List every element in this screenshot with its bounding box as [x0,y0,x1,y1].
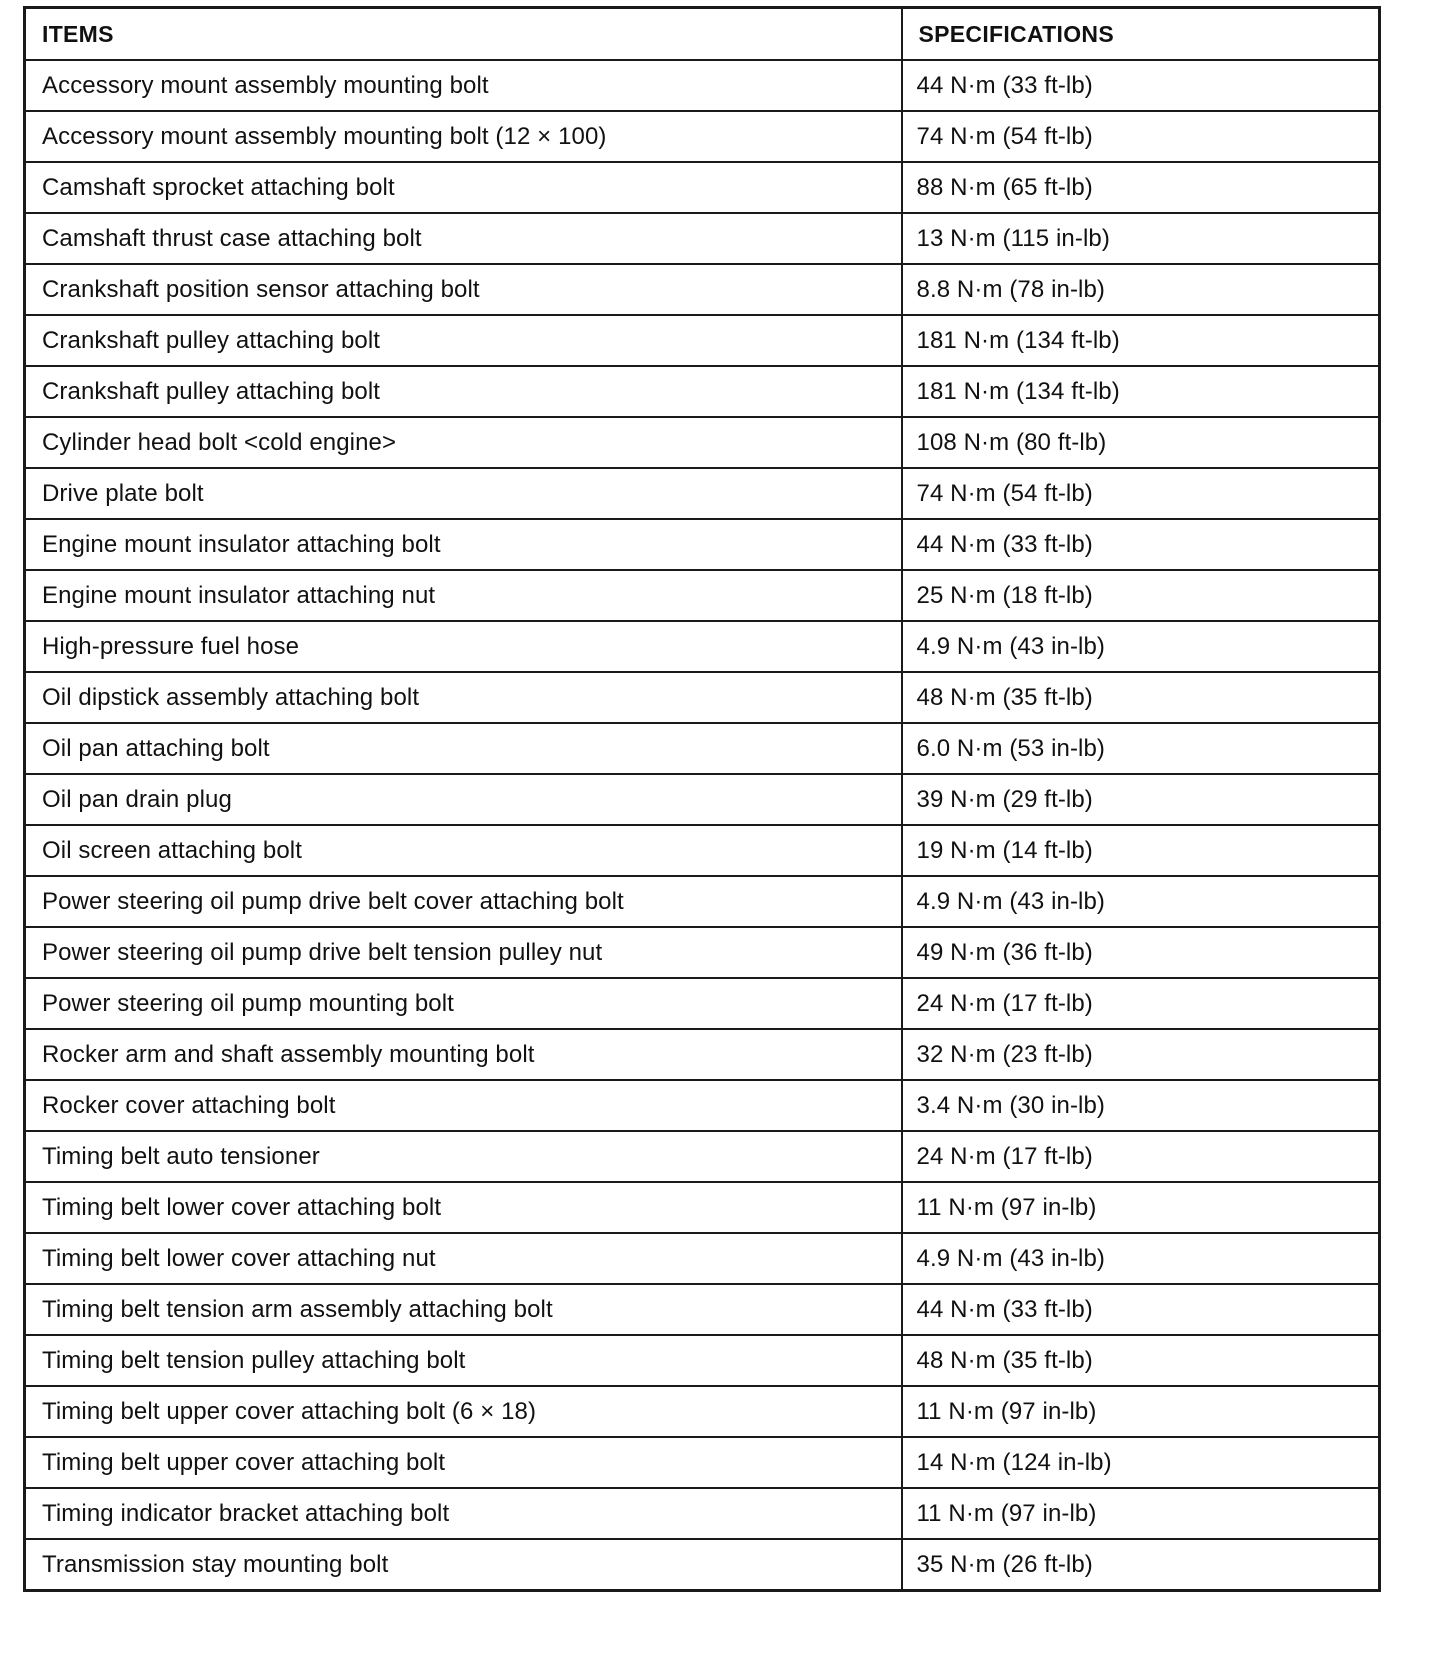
item-cell: Timing belt lower cover attaching bolt [25,1182,902,1233]
table-row [25,1539,1380,1591]
item-cell: Accessory mount assembly mounting bolt (12 × 100) [25,111,902,162]
spec-cell: 19 N·m (14 ft-lb) [902,825,1380,876]
table-row [25,417,1380,468]
table-row [25,1182,1380,1233]
table-row [25,1131,1380,1182]
item-cell: Crankshaft position sensor attaching bolt [25,264,902,315]
table-row [25,774,1380,825]
spec-cell: 48 N·m (35 ft-lb) [902,672,1380,723]
table-row [25,1233,1380,1284]
items-column-header: ITEMS [25,8,902,61]
table-row [25,1335,1380,1386]
item-cell: Oil pan drain plug [25,774,902,825]
table-row [25,264,1380,315]
spec-cell: 11 N·m (97 in-lb) [902,1386,1380,1437]
item-cell: Rocker arm and shaft assembly mounting bolt [25,1029,902,1080]
spec-cell: 4.9 N·m (43 in-lb) [902,1233,1380,1284]
spec-cell: 108 N·m (80 ft-lb) [902,417,1380,468]
item-cell: High-pressure fuel hose [25,621,902,672]
spec-cell: 6.0 N·m (53 in-lb) [902,723,1380,774]
item-cell: Transmission stay mounting bolt [25,1539,902,1591]
spec-cell: 4.9 N·m (43 in-lb) [902,621,1380,672]
table-row [25,672,1380,723]
item-cell: Power steering oil pump drive belt cover attaching bolt [25,876,902,927]
table-row [25,1029,1380,1080]
spec-cell: 74 N·m (54 ft-lb) [902,111,1380,162]
item-cell: Camshaft thrust case attaching bolt [25,213,902,264]
table-row [25,519,1380,570]
spec-cell: 11 N·m (97 in-lb) [902,1488,1380,1539]
item-cell: Timing belt tension pulley attaching bolt [25,1335,902,1386]
spec-cell: 4.9 N·m (43 in-lb) [902,876,1380,927]
table-row [25,1080,1380,1131]
spec-cell: 8.8 N·m (78 in-lb) [902,264,1380,315]
table-row [25,723,1380,774]
spec-cell: 35 N·m (26 ft-lb) [902,1539,1380,1591]
table-row [25,1437,1380,1488]
torque-spec-table [23,6,1381,1592]
item-cell: Power steering oil pump mounting bolt [25,978,902,1029]
table-row [25,162,1380,213]
spec-cell: 3.4 N·m (30 in-lb) [902,1080,1380,1131]
spec-cell: 74 N·m (54 ft-lb) [902,468,1380,519]
item-cell: Timing indicator bracket attaching bolt [25,1488,902,1539]
spec-cell: 32 N·m (23 ft-lb) [902,1029,1380,1080]
table-row [25,213,1380,264]
spec-cell: 181 N·m (134 ft-lb) [902,366,1380,417]
spec-cell: 181 N·m (134 ft-lb) [902,315,1380,366]
spec-cell: 88 N·m (65 ft-lb) [902,162,1380,213]
spec-cell: 48 N·m (35 ft-lb) [902,1335,1380,1386]
spec-cell: 39 N·m (29 ft-lb) [902,774,1380,825]
table-row [25,621,1380,672]
table-row [25,111,1380,162]
table-body [25,60,1380,1591]
item-cell: Cylinder head bolt <cold engine> [25,417,902,468]
item-cell: Power steering oil pump drive belt tension pulley nut [25,927,902,978]
item-cell: Oil screen attaching bolt [25,825,902,876]
table-row [25,927,1380,978]
table-row [25,60,1380,111]
spec-cell: 49 N·m (36 ft-lb) [902,927,1380,978]
header-row [25,8,1380,61]
spec-cell: 24 N·m (17 ft-lb) [902,978,1380,1029]
item-cell: Timing belt upper cover attaching bolt [25,1437,902,1488]
item-cell: Crankshaft pulley attaching bolt [25,366,902,417]
item-cell: Engine mount insulator attaching bolt [25,519,902,570]
spec-cell: 13 N·m (115 in-lb) [902,213,1380,264]
item-cell: Accessory mount assembly mounting bolt [25,60,902,111]
item-cell: Timing belt auto tensioner [25,1131,902,1182]
table-header [25,8,1380,61]
table-row [25,978,1380,1029]
item-cell: Oil dipstick assembly attaching bolt [25,672,902,723]
table-row [25,876,1380,927]
spec-cell: 24 N·m (17 ft-lb) [902,1131,1380,1182]
spec-cell: 14 N·m (124 in-lb) [902,1437,1380,1488]
table-row [25,1488,1380,1539]
table-row [25,315,1380,366]
item-cell: Drive plate bolt [25,468,902,519]
item-cell: Timing belt lower cover attaching nut [25,1233,902,1284]
spec-cell: 44 N·m (33 ft-lb) [902,519,1380,570]
item-cell: Crankshaft pulley attaching bolt [25,315,902,366]
table-row [25,366,1380,417]
spec-cell: 25 N·m (18 ft-lb) [902,570,1380,621]
table-row [25,1386,1380,1437]
item-cell: Engine mount insulator attaching nut [25,570,902,621]
table-row [25,570,1380,621]
specifications-column-header: SPECIFICATIONS [902,8,1380,61]
table-row [25,468,1380,519]
item-cell: Timing belt upper cover attaching bolt (6 × 18) [25,1386,902,1437]
item-cell: Timing belt tension arm assembly attaching bolt [25,1284,902,1335]
item-cell: Oil pan attaching bolt [25,723,902,774]
spec-cell: 44 N·m (33 ft-lb) [902,60,1380,111]
spec-cell: 11 N·m (97 in-lb) [902,1182,1380,1233]
item-cell: Camshaft sprocket attaching bolt [25,162,902,213]
table-row [25,825,1380,876]
spec-cell: 44 N·m (33 ft-lb) [902,1284,1380,1335]
table-row [25,1284,1380,1335]
item-cell: Rocker cover attaching bolt [25,1080,902,1131]
